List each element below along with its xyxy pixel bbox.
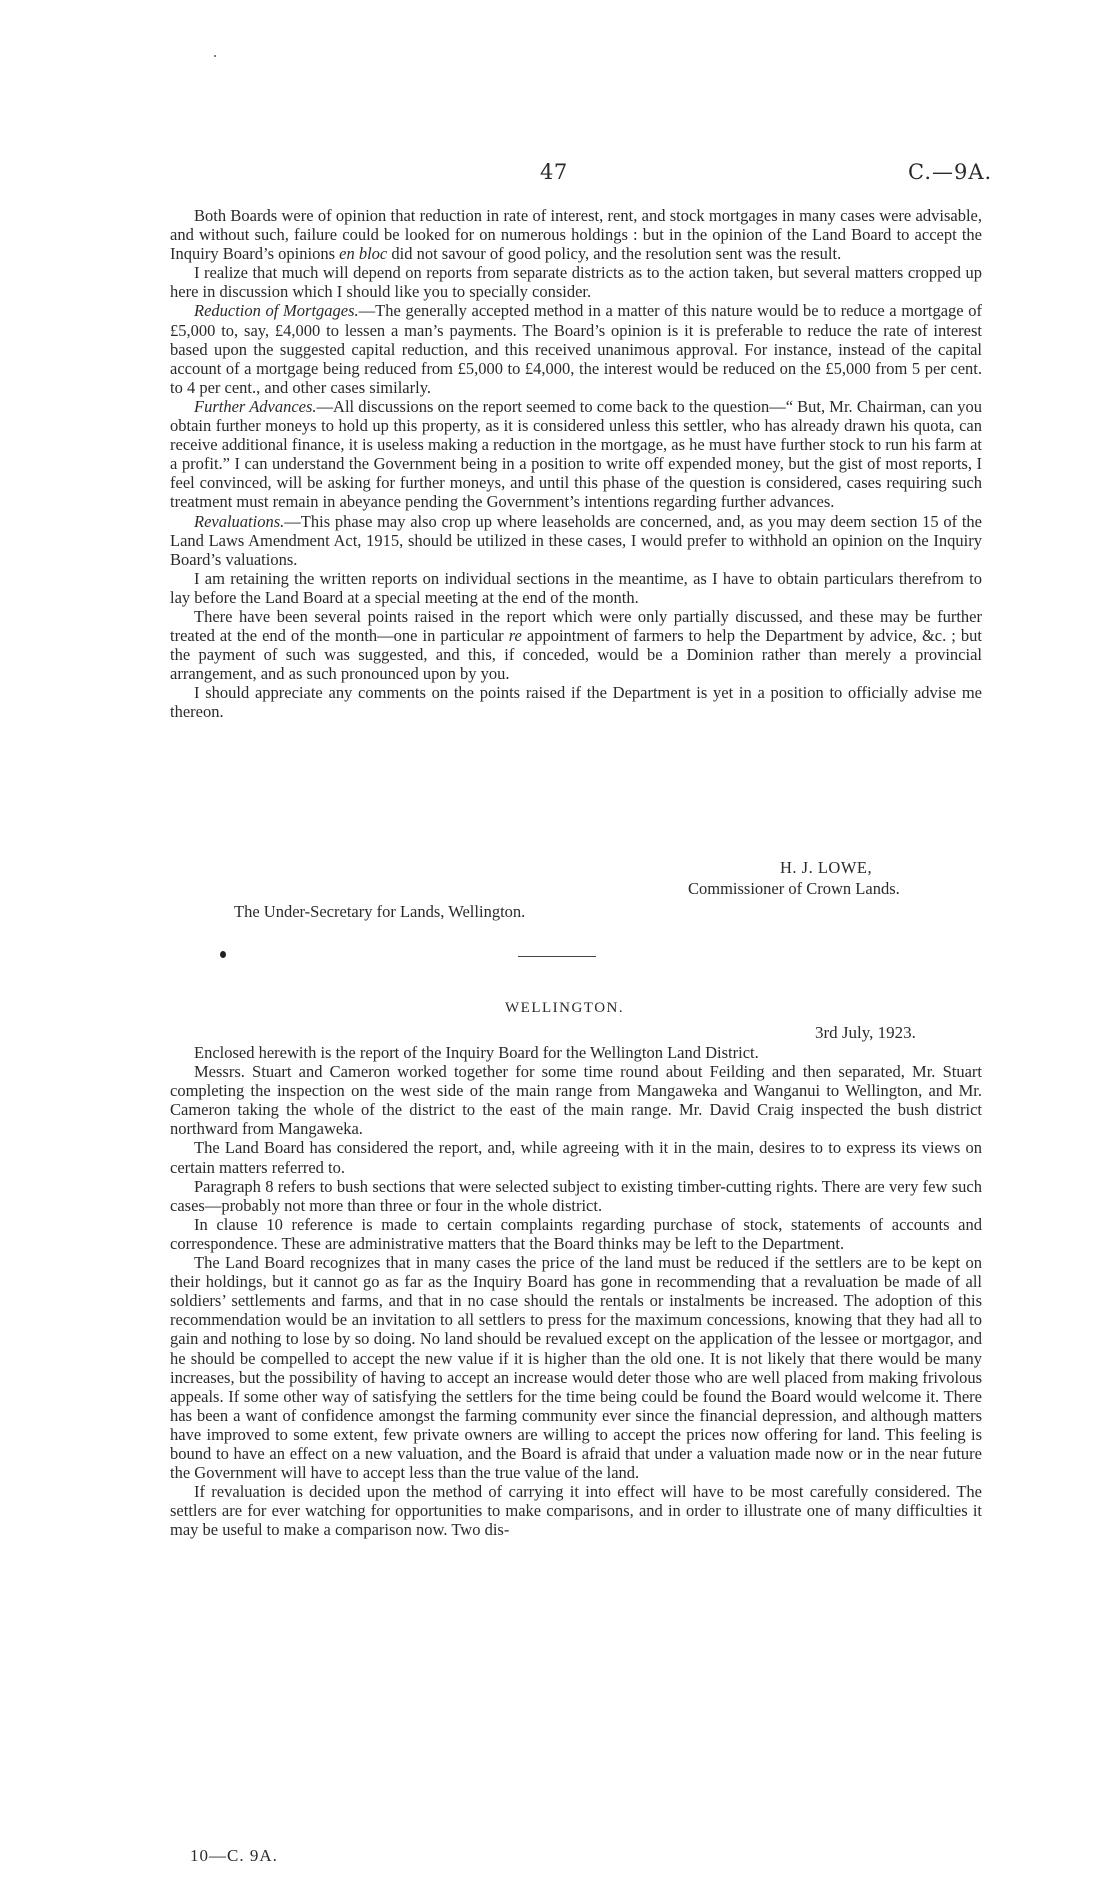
paragraph bbox=[170, 569, 982, 607]
italic-text: Revaluations. bbox=[194, 511, 285, 531]
bullet-mark bbox=[220, 951, 226, 958]
italic-text: re bbox=[508, 626, 522, 646]
scan-speck bbox=[214, 55, 216, 57]
paragraph-text: I am retaining the written reports on individual sections in the meantime, as I have to obtain particulars therefrom to lay before the Land Board at a special meeting at the end of the month. bbox=[170, 568, 982, 607]
paragraph-text: Enclosed herewith is the report of the Inquiry Board for the Wellington Land District. bbox=[194, 1043, 759, 1062]
section-body bbox=[170, 1043, 982, 1539]
paragraph-text: There have been several points raised in the report which were only partially discussed, and these may be further treated at the end of the month—one in particular bbox=[170, 606, 982, 646]
paragraph-text: —All discussions on the report seemed to come back to the question—“ But, Mr. Chairman, can you obtain further moneys to hold up this property, as it is considered unless this settler, who has already drawn his quota, can receive additional finance, it is useless making a reduction in the mortgage, as he must have further stock to run his farm at a profit.” I can understand the Government being in a position to write off expended money, but the gist of most reports, I feel convinced, will be asking for further moneys, and until this phase of the question is considered, cases requiring such treatment must remain in abeyance pending the Government’s intentions regarding further advances. bbox=[170, 396, 982, 512]
paragraph bbox=[170, 683, 982, 721]
paragraph bbox=[170, 1062, 982, 1138]
signature-name: H. J. LOWE, bbox=[780, 858, 873, 877]
italic-text: en bloc bbox=[339, 244, 388, 264]
paragraph bbox=[170, 397, 982, 512]
paragraph bbox=[170, 301, 982, 396]
paragraph bbox=[170, 1138, 982, 1176]
letter-date: 3rd July, 1923. bbox=[815, 1023, 916, 1042]
paragraph bbox=[170, 206, 982, 263]
footer-code: 10—C. 9A. bbox=[190, 1846, 278, 1865]
paragraph-text: Both Boards were of opinion that reduction in rate of interest, rent, and stock mortgages in many cases were advisable, and without such, failure could be looked for on numerous holdings : but in the opinion of the Land Board to accept the Inquiry Board’s opinions bbox=[170, 206, 982, 264]
paragraph-text: The Land Board recognizes that in many cases the price of the land must be reduced if the settlers are to be kept on their holdings, but it cannot go as far as the Inquiry Board has gone in recommending that a revaluation be made of all soldiers’ settlements and farms, and that in no case should the rentals or instalments be increased. The adoption of this recommendation would be an invitation to all settlers to press for the maximum concessions, knowing that they had all to gain and nothing to lose by so doing. No land should be revalued except on the application of the lessee or mortgagor, and he should be compelled to accept the new value if it is higher than the old one. It is not likely that there would be many increases, but the possibility of having to accept an increase would deter those who are well placed from making frivolous appeals. If some other way of satisfying the settlers for the time being could be found the Board would welcome it. There has been a want of confidence amongst the farming community ever since the financial depression, and although matters have improved to some extent, few private owners are willing to accept the prices now offering for land. This feeling is bound to have an effect on a new valuation, and the Board is afraid that under a valuation made now or in the near future the Government will have to accept less than the true value of the land. bbox=[170, 1253, 982, 1483]
paragraph-text: In clause 10 reference is made to certain complaints regarding purchase of stock, statements of accounts and correspondence. These are administrative matters that the Board thinks may be left to the Department. bbox=[170, 1214, 982, 1253]
italic-text: Further Advances. bbox=[194, 396, 317, 416]
paragraph-text: I realize that much will depend on reports from separate districts as to the action taken, but several matters cropped up here in discussion which I should like you to specially consider. bbox=[170, 263, 982, 302]
paragraph-text: If revaluation is decided upon the method of carrying it into effect will have to be most carefully considered. The settlers are for ever watching for opportunities to make comparisons, and in order to illustrate one of many difficulties it may be useful to make a comparison now. Two dis- bbox=[170, 1482, 982, 1540]
paragraph bbox=[170, 1043, 982, 1062]
paragraph-text: Paragraph 8 refers to bush sections that were selected subject to existing timber-cutting rights. There are very few such cases—probably not more than three or four in the whole district. bbox=[170, 1176, 982, 1215]
paragraph bbox=[170, 1215, 982, 1253]
paragraph bbox=[170, 1482, 982, 1539]
paragraph-text: Messrs. Stuart and Cameron worked together for some time round about Feilding and then separated, Mr. Stuart completing the inspection on the west side of the main range from Mangaweka and Wanganui to Wellington, and Mr. Cameron taking the whole of the district to the east of the main range. Mr. David Craig inspected the bush district northward from Mangaweka. bbox=[170, 1062, 982, 1139]
paragraph bbox=[170, 512, 982, 569]
italic-text: Reduction of Mortgages. bbox=[194, 301, 359, 321]
section-heading: WELLINGTON. bbox=[505, 1000, 625, 1016]
paragraph-text: appointment of farmers to help the Department by advice, &c. ; but the payment of such was suggested, and this, if conceded, would be a Dominion rather than merely a provincial arrangement, and as such pronounced upon by you. bbox=[170, 626, 983, 684]
paragraph-text: I should appreciate any comments on the points raised if the Department is yet in a position to officially advise me thereon. bbox=[170, 683, 982, 722]
paragraph bbox=[170, 1177, 982, 1215]
section-divider bbox=[518, 956, 596, 957]
page-number: 47 bbox=[540, 160, 568, 184]
paragraph-text: —This phase may also crop up where leaseholds are concerned, and, as you may deem section 15 of the Land Laws Amendment Act, 1915, should be utilized in these cases, I would prefer to withhold an opinion on the Inquiry Board’s valuations. bbox=[170, 511, 982, 569]
signature-title: Commissioner of Crown Lands. bbox=[688, 879, 900, 898]
addressee: The Under-Secretary for Lands, Wellington. bbox=[234, 902, 526, 921]
paragraph bbox=[170, 1253, 982, 1482]
paragraph-text: did not savour of good policy, and the resolution sent was the result. bbox=[387, 244, 842, 264]
paragraph bbox=[170, 607, 982, 683]
paragraph-text: —The generally accepted method in a matter of this nature would be to reduce a mortgage of £5,000 to, say, £4,000 to lessen a man’s payments. The Board’s opinion is it is preferable to reduce the rate of interest based upon the suggested capital reduction, and this received unanimous approval. For instance, instead of the capital account of a mortgage being reduced from £5,000 to £4,000, the interest would be reduced on the £5,000 from 5 per cent. to 4 per cent., and other cases similarly. bbox=[170, 301, 983, 397]
letter-body bbox=[170, 206, 982, 722]
paragraph bbox=[170, 263, 982, 301]
paragraph-text: The Land Board has considered the report, and, while agreeing with it in the main, desires to to express its views on certain matters referred to. bbox=[170, 1138, 982, 1177]
document-code: C.—9A. bbox=[908, 160, 993, 184]
